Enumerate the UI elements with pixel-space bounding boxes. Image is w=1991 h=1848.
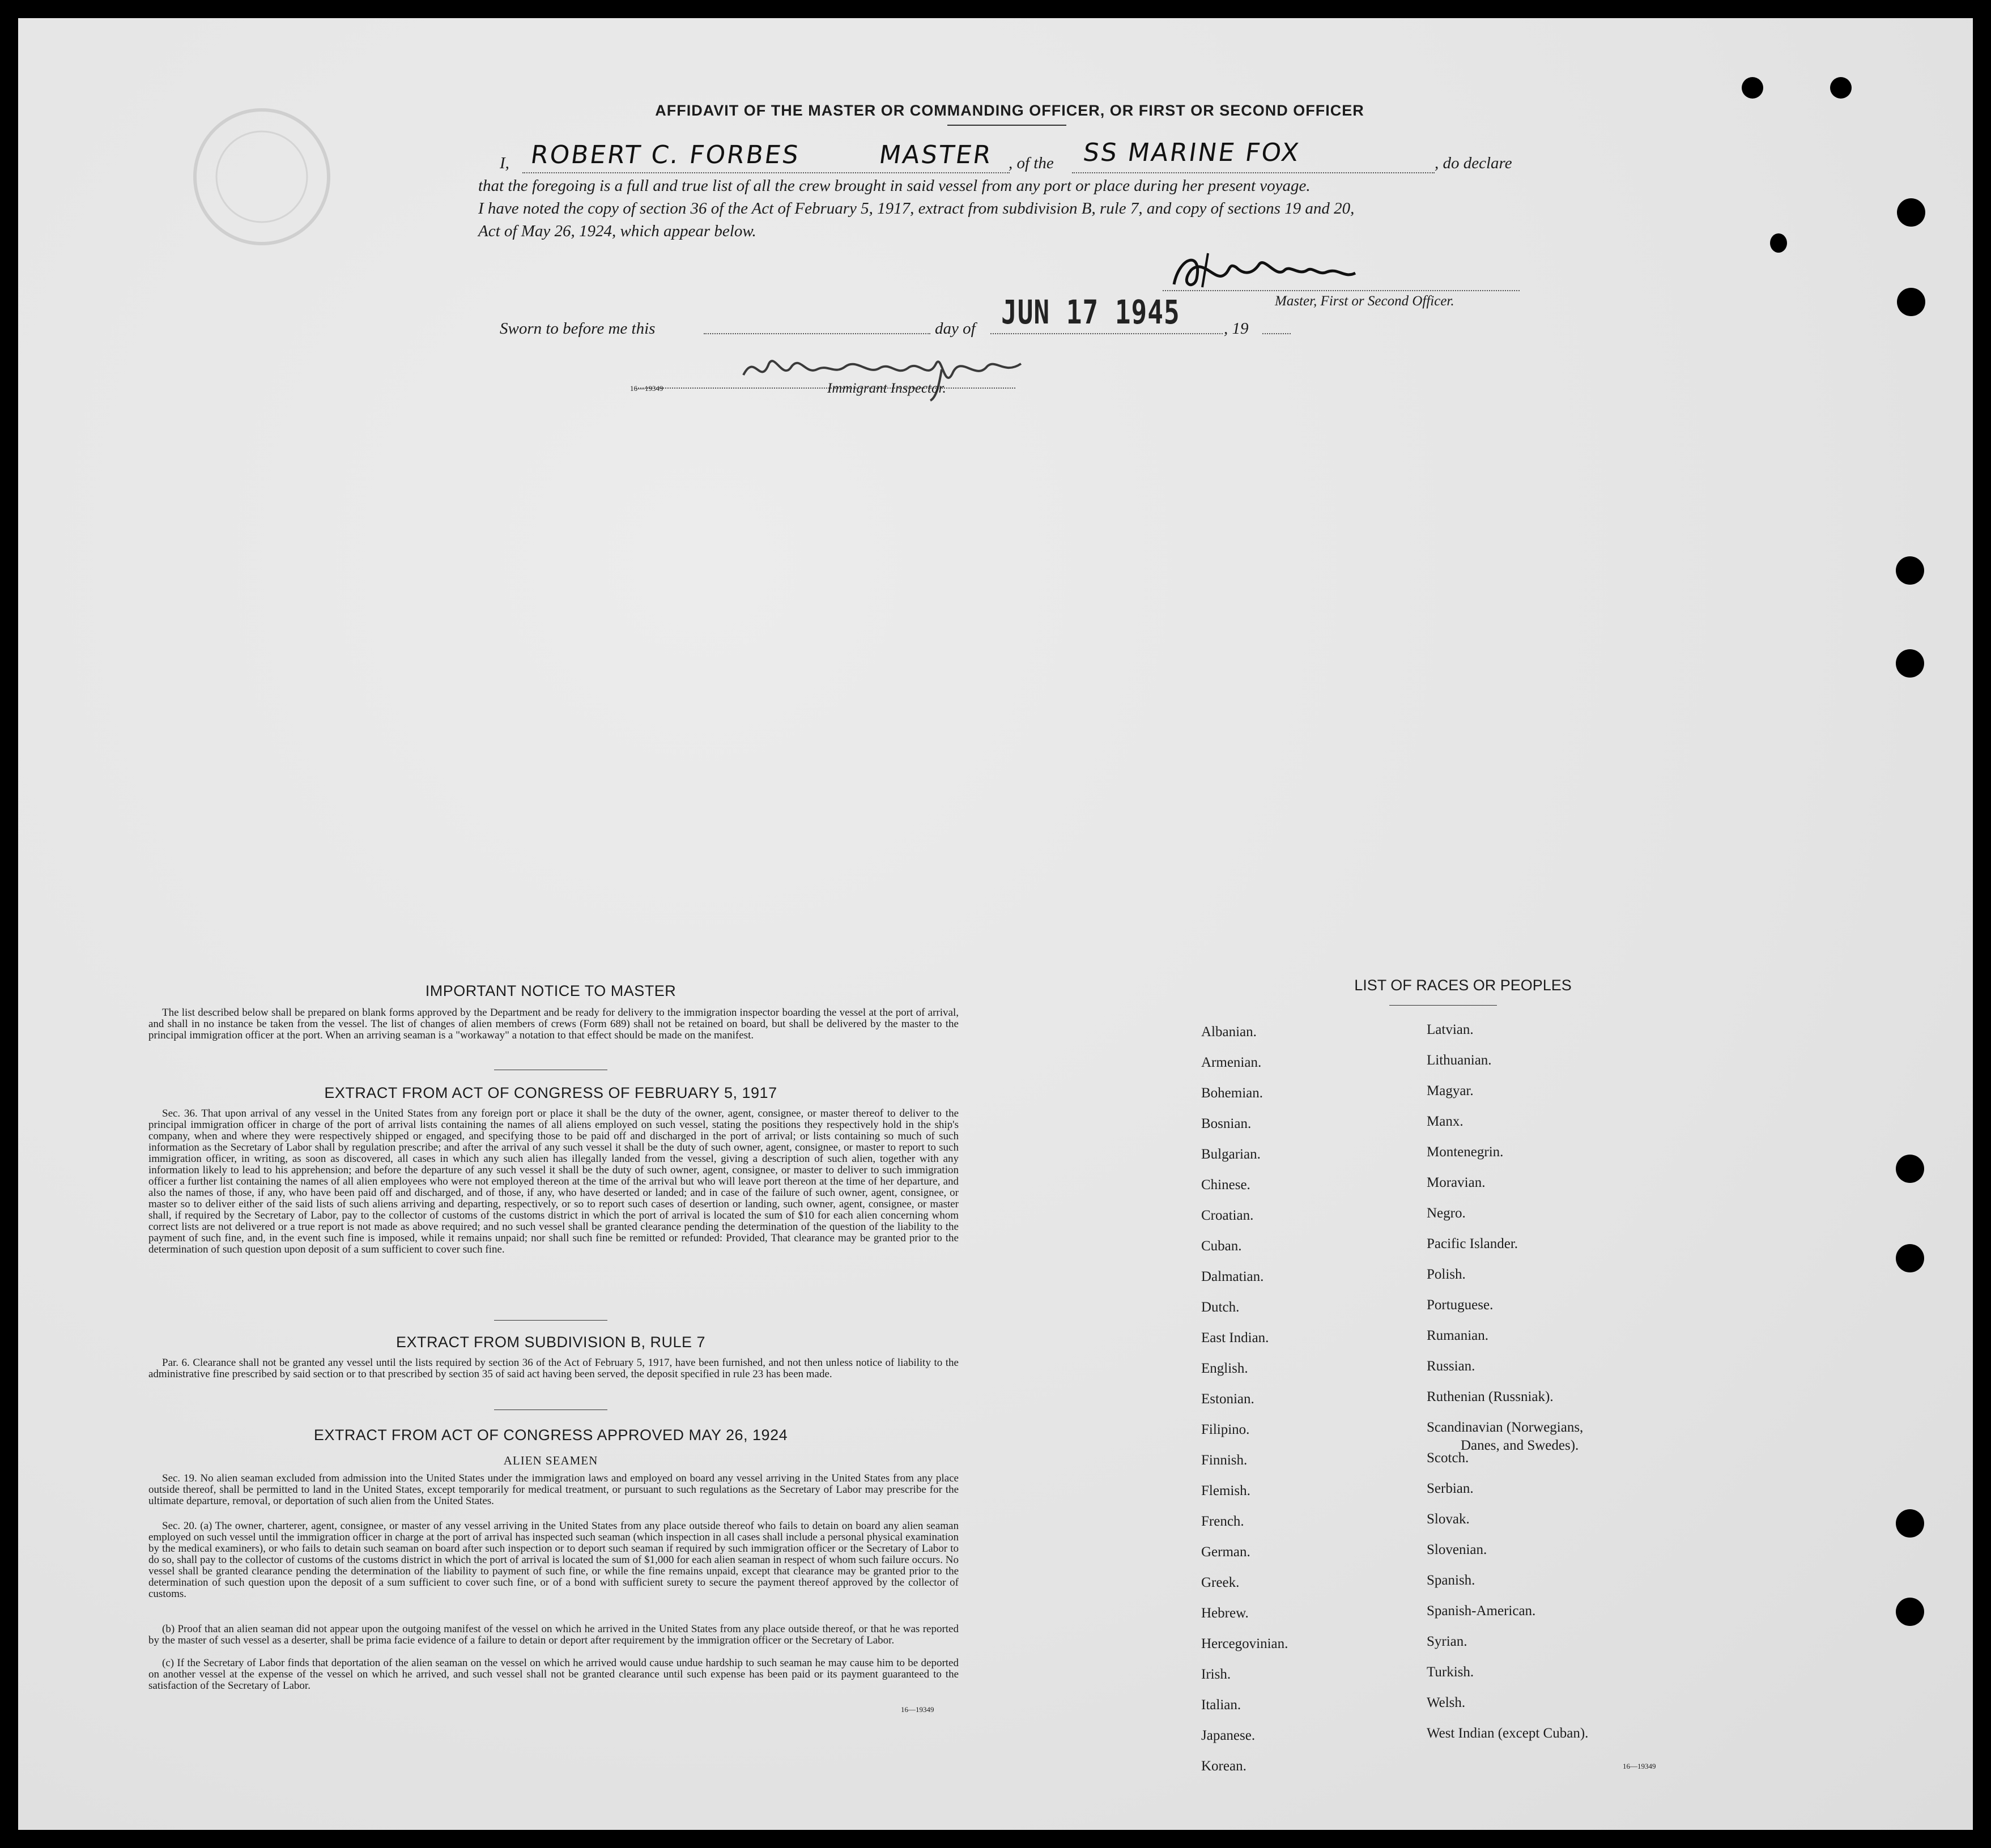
punch-hole: [1896, 1598, 1924, 1626]
race-item: Armenian.: [1201, 1055, 1262, 1070]
race-item: Dalmatian.: [1201, 1269, 1264, 1284]
form-number: 16—19349: [901, 1705, 934, 1714]
race-item: Japanese.: [1201, 1728, 1256, 1743]
notice-title: IMPORTANT NOTICE TO MASTER: [425, 982, 677, 999]
race-item: Albanian.: [1201, 1024, 1257, 1040]
vessel-name-line: [1072, 172, 1435, 173]
race-item: Dutch.: [1201, 1300, 1240, 1315]
race-item: Estonian.: [1201, 1391, 1254, 1407]
divider: [1389, 1005, 1497, 1006]
master-name: ROBERT C. FORBES: [529, 140, 802, 169]
race-item: Montenegrin.: [1427, 1144, 1504, 1160]
sworn-day-line: [704, 333, 930, 334]
race-item: Lithuanian.: [1427, 1053, 1492, 1068]
extract-rule7-title: EXTRACT FROM SUBDIVISION B, RULE 7: [395, 1334, 706, 1351]
race-item: Croatian.: [1201, 1208, 1254, 1223]
extract-rule7-text: Par. 6. Clearance shall not be granted any vessel until the lists required by section 36 of the Act of February 5, 1917, have been furnished, and not then unless notice of liability to the administrative fine prescribed by said section or to that prescribed by section 35 of said act having been served, the deposit specified in rule 23 has been made.: [148, 1357, 959, 1380]
race-item: Bosnian.: [1201, 1116, 1252, 1131]
punch-hole: [1896, 556, 1924, 585]
master-rank: MASTER: [877, 140, 994, 169]
race-item: Korean.: [1201, 1758, 1246, 1774]
affidavit-line2: that the foregoing is a full and true list of all the crew brought in said vessel from any port or place during her present voyage.: [478, 177, 1311, 195]
race-item: Bulgarian.: [1201, 1147, 1261, 1162]
punch-hole: [1897, 198, 1925, 227]
punch-hole: [1742, 77, 1763, 99]
race-item: Russian.: [1427, 1359, 1475, 1374]
race-item: Ruthenian (Russniak).: [1427, 1389, 1554, 1404]
master-signature: [1168, 245, 1372, 296]
race-item: Negro.: [1427, 1206, 1466, 1221]
year-prefix: , 19: [1224, 320, 1249, 338]
affidavit-title: AFFIDAVIT OF THE MASTER OR COMMANDING OFFICER, OR FIRST OR SECOND OFFICER: [655, 102, 1364, 119]
inspector-caption: Immigrant Inspector.: [827, 381, 946, 396]
race-item: East Indian.: [1201, 1330, 1269, 1345]
race-item: Cuban.: [1201, 1238, 1242, 1254]
race-item: Magyar.: [1427, 1083, 1474, 1098]
race-item: Latvian.: [1427, 1022, 1474, 1037]
affidavit-line4: Act of May 26, 1924, which appear below.: [478, 222, 756, 240]
race-item: Manx.: [1427, 1114, 1464, 1129]
race-item: German.: [1201, 1544, 1250, 1560]
extract-1924-sec20a: Sec. 20. (a) The owner, charterer, agent, consignee, or master of any vessel arriving in the United States from any place outside thereof who fails to detain on board any alien seaman employed on such vessel until the immigration officer in charge at the port of arrival has inspected such seaman (which inspection in all cases shall include a personal physical examination by the medical examiners), or who fails to detain such seaman on board after such inspection or to deport such seaman if required by such immigration officer or the Secretary of Labor to do so, shall pay to the collector of customs of the customs district in which the port of arrival is located the sum of $1,000 for each alien seaman in respect of whom such failure occurs. No vessel shall be granted clearance pending the determination of the liability to payment of such fine, or while the fine remains unpaid, except that clearance may be granted prior to the determination of such question upon the deposit of a sum sufficient to cover such fine, or of a bond with sufficient surety to secure the payment thereof approved by the collector of customs.: [148, 1520, 959, 1600]
extract-1917-text: Sec. 36. That upon arrival of any vessel in the United States from any foreign port or place it shall be the duty of the owner, agent, consignee, or master thereof to deliver to the principal immigration officer in charge of the port of arrival lists containing the names of all aliens employed on such vessel, stating the positions they respectively hold in the ship's company, when and where they were respectively shipped or engaged, and specifying those to be paid off and discharged in the port of arrival; or lists containing so much of such information as the Secretary of Labor shall by regulation prescribe; and after the arrival of any such vessel it shall be the duty of such owner, agent, consignee, or master to report to such immigration officer, in writing, as soon as discovered, all cases in which any such alien has illegally landed from the vessel, giving a description of such alien, together with any information likely to lead to his apprehension; and before the departure of any such vessel it shall be the duty of such owner, agent, consignee, or master to deliver to such immigration officer a further list containing the names of all alien employees who were not employed thereon at the time of the arrival but who will leave port thereon at the time of her departure, and also the names of those, if any, who have been paid off and discharged, and of those, if any, who have deserted or landed; and in case of the failure of such owner, agent, consignee, or master so to deliver either of the said lists of such aliens arriving and departing, respectively, or so to report such cases of desertion or landing, such owner, agent, consignee, or master shall, if required by the Secretary of Labor, pay to the collector of customs of the customs district in which the port of arrival is located the sum of $10 for each alien concerning whom correct lists are not delivered or a true report is not made as above required; and no such vessel shall be granted clearance pending the determination of the question of the liability to the payment of such fine, and, in the event such fine is imposed, while it remains unpaid; nor shall such fine be remitted or refunded: Provided, That clearance may be granted prior to the determination of such question upon deposit of a sum sufficient to cover such fine.: [148, 1108, 959, 1255]
race-item: Finnish.: [1201, 1453, 1248, 1468]
form-number: 16—19349: [630, 384, 663, 393]
punch-hole: [1896, 649, 1924, 678]
date-stamp: JUN 17 1945: [1001, 293, 1180, 331]
punch-hole: [1896, 1244, 1924, 1272]
race-item: Filipino.: [1201, 1422, 1250, 1437]
race-item: West Indian (except Cuban).: [1427, 1726, 1589, 1741]
race-item: Greek.: [1201, 1575, 1240, 1590]
race-item: Danes, and Swedes).: [1461, 1438, 1579, 1453]
punch-hole: [1896, 1509, 1924, 1538]
race-item: Portuguese.: [1427, 1297, 1494, 1313]
inspector-signature-line: [636, 388, 1015, 389]
race-item: Hercegovinian.: [1201, 1636, 1288, 1651]
master-signature-caption: Master, First or Second Officer.: [1275, 293, 1454, 309]
race-item: Spanish.: [1427, 1573, 1475, 1588]
form-page: [18, 18, 1973, 1830]
extract-1917-title: EXTRACT FROM ACT OF CONGRESS OF FEBRUARY 5, 1917: [324, 1084, 777, 1101]
race-item: Rumanian.: [1427, 1328, 1489, 1343]
extract-1924-subtitle: ALIEN SEAMEN: [503, 1454, 598, 1467]
affidavit-line1-prefix: I,: [500, 154, 509, 172]
divider: [947, 125, 1066, 126]
extract-1924-title: EXTRACT FROM ACT OF CONGRESS APPROVED MAY 26, 1924: [313, 1427, 788, 1444]
sworn-text: Sworn to before me this: [500, 320, 656, 338]
race-item: Spanish-American.: [1427, 1603, 1536, 1619]
race-item: Scotch.: [1427, 1450, 1469, 1466]
extract-1924-sec19: Sec. 19. No alien seaman excluded from admission into the United States under the immigration laws and employed on board any vessel arriving in the United States from any place outside thereof, shall be permitted to land in the United States, except temporarily for medical treatment, or pursuant to such regulations as the Secretary of Labor may prescribe for the ultimate departure, removal, or deportation of such alien from the United States.: [148, 1472, 959, 1507]
race-item: Turkish.: [1427, 1664, 1474, 1680]
race-item: Chinese.: [1201, 1177, 1250, 1193]
vessel-name: SS MARINE FOX: [1081, 138, 1303, 167]
race-item: Slovenian.: [1427, 1542, 1487, 1557]
affidavit-line1-suffix: , do declare: [1435, 154, 1512, 172]
race-item: Pacific Islander.: [1427, 1236, 1518, 1251]
race-item: Polish.: [1427, 1267, 1466, 1282]
extract-1924-sec20c: (c) If the Secretary of Labor finds that deportation of the alien seaman on the vessel on which he arrived would cause undue hardship to such seaman he may cause him to be deported on another vessel at the expense of the vessel on which he arrived, and such vessel shall not be granted clearance until such expense has been paid or its payment guaranteed to the satisfaction of the Secretary of Labor.: [148, 1657, 959, 1692]
form-number: 16—19349: [1623, 1762, 1656, 1770]
notice-text: The list described below shall be prepared on blank forms approved by the Department and be ready for delivery to the immigration inspector boarding the vessel at the port of arrival, and shall in no instance be taken from the vessel. The list of changes of alien members of crews (Form 689) shall not be retained on board, but shall be delivered by the master to the principal immigration officer at the port. When an arriving seaman is a "workaway" a notation to that effect should be made on the manifest.: [148, 1007, 959, 1041]
race-item: Bohemian.: [1201, 1085, 1263, 1101]
affidavit-line3: I have noted the copy of section 36 of the Act of February 5, 1917, extract from subdivision B, rule 7, and copy of sections 19 and 20,: [478, 199, 1355, 218]
race-item: English.: [1201, 1361, 1248, 1376]
punch-hole: [1896, 1155, 1924, 1183]
race-item: Slovak.: [1427, 1511, 1470, 1527]
sworn-year-line: [1262, 333, 1291, 334]
race-item: Welsh.: [1427, 1695, 1466, 1710]
divider: [494, 1320, 607, 1321]
punch-hole: [1897, 288, 1925, 316]
master-name-line: [522, 172, 1010, 173]
sworn-month-line: [990, 333, 1223, 334]
extract-1924-sec20b: (b) Proof that an alien seaman did not appear upon the outgoing manifest of the vessel on which he arrived in the United States from any place outside thereof, or that he was reported by the master of such vessel as a deserter, shall be prima facie evidence of a failure to detain or deport after requirement by the immigration officer or the Secretary of Labor.: [148, 1623, 959, 1646]
race-item: Italian.: [1201, 1697, 1241, 1713]
punch-hole: [1830, 77, 1852, 99]
race-item: Serbian.: [1427, 1481, 1474, 1496]
race-item: Flemish.: [1201, 1483, 1250, 1498]
race-item: Scandinavian (Norwegians,: [1427, 1420, 1584, 1435]
races-title: LIST OF RACES OR PEOPLES: [1354, 977, 1572, 994]
punch-hole: [1770, 233, 1787, 253]
master-signature-line: [1163, 290, 1520, 291]
seal-impression: [188, 103, 335, 250]
race-item: Irish.: [1201, 1667, 1231, 1682]
race-item: Hebrew.: [1201, 1606, 1249, 1621]
race-item: Syrian.: [1427, 1634, 1467, 1649]
race-item: Moravian.: [1427, 1175, 1486, 1190]
day-of-text: day of: [935, 320, 976, 338]
affidavit-line1-mid: , of the: [1009, 154, 1054, 172]
race-item: French.: [1201, 1514, 1244, 1529]
